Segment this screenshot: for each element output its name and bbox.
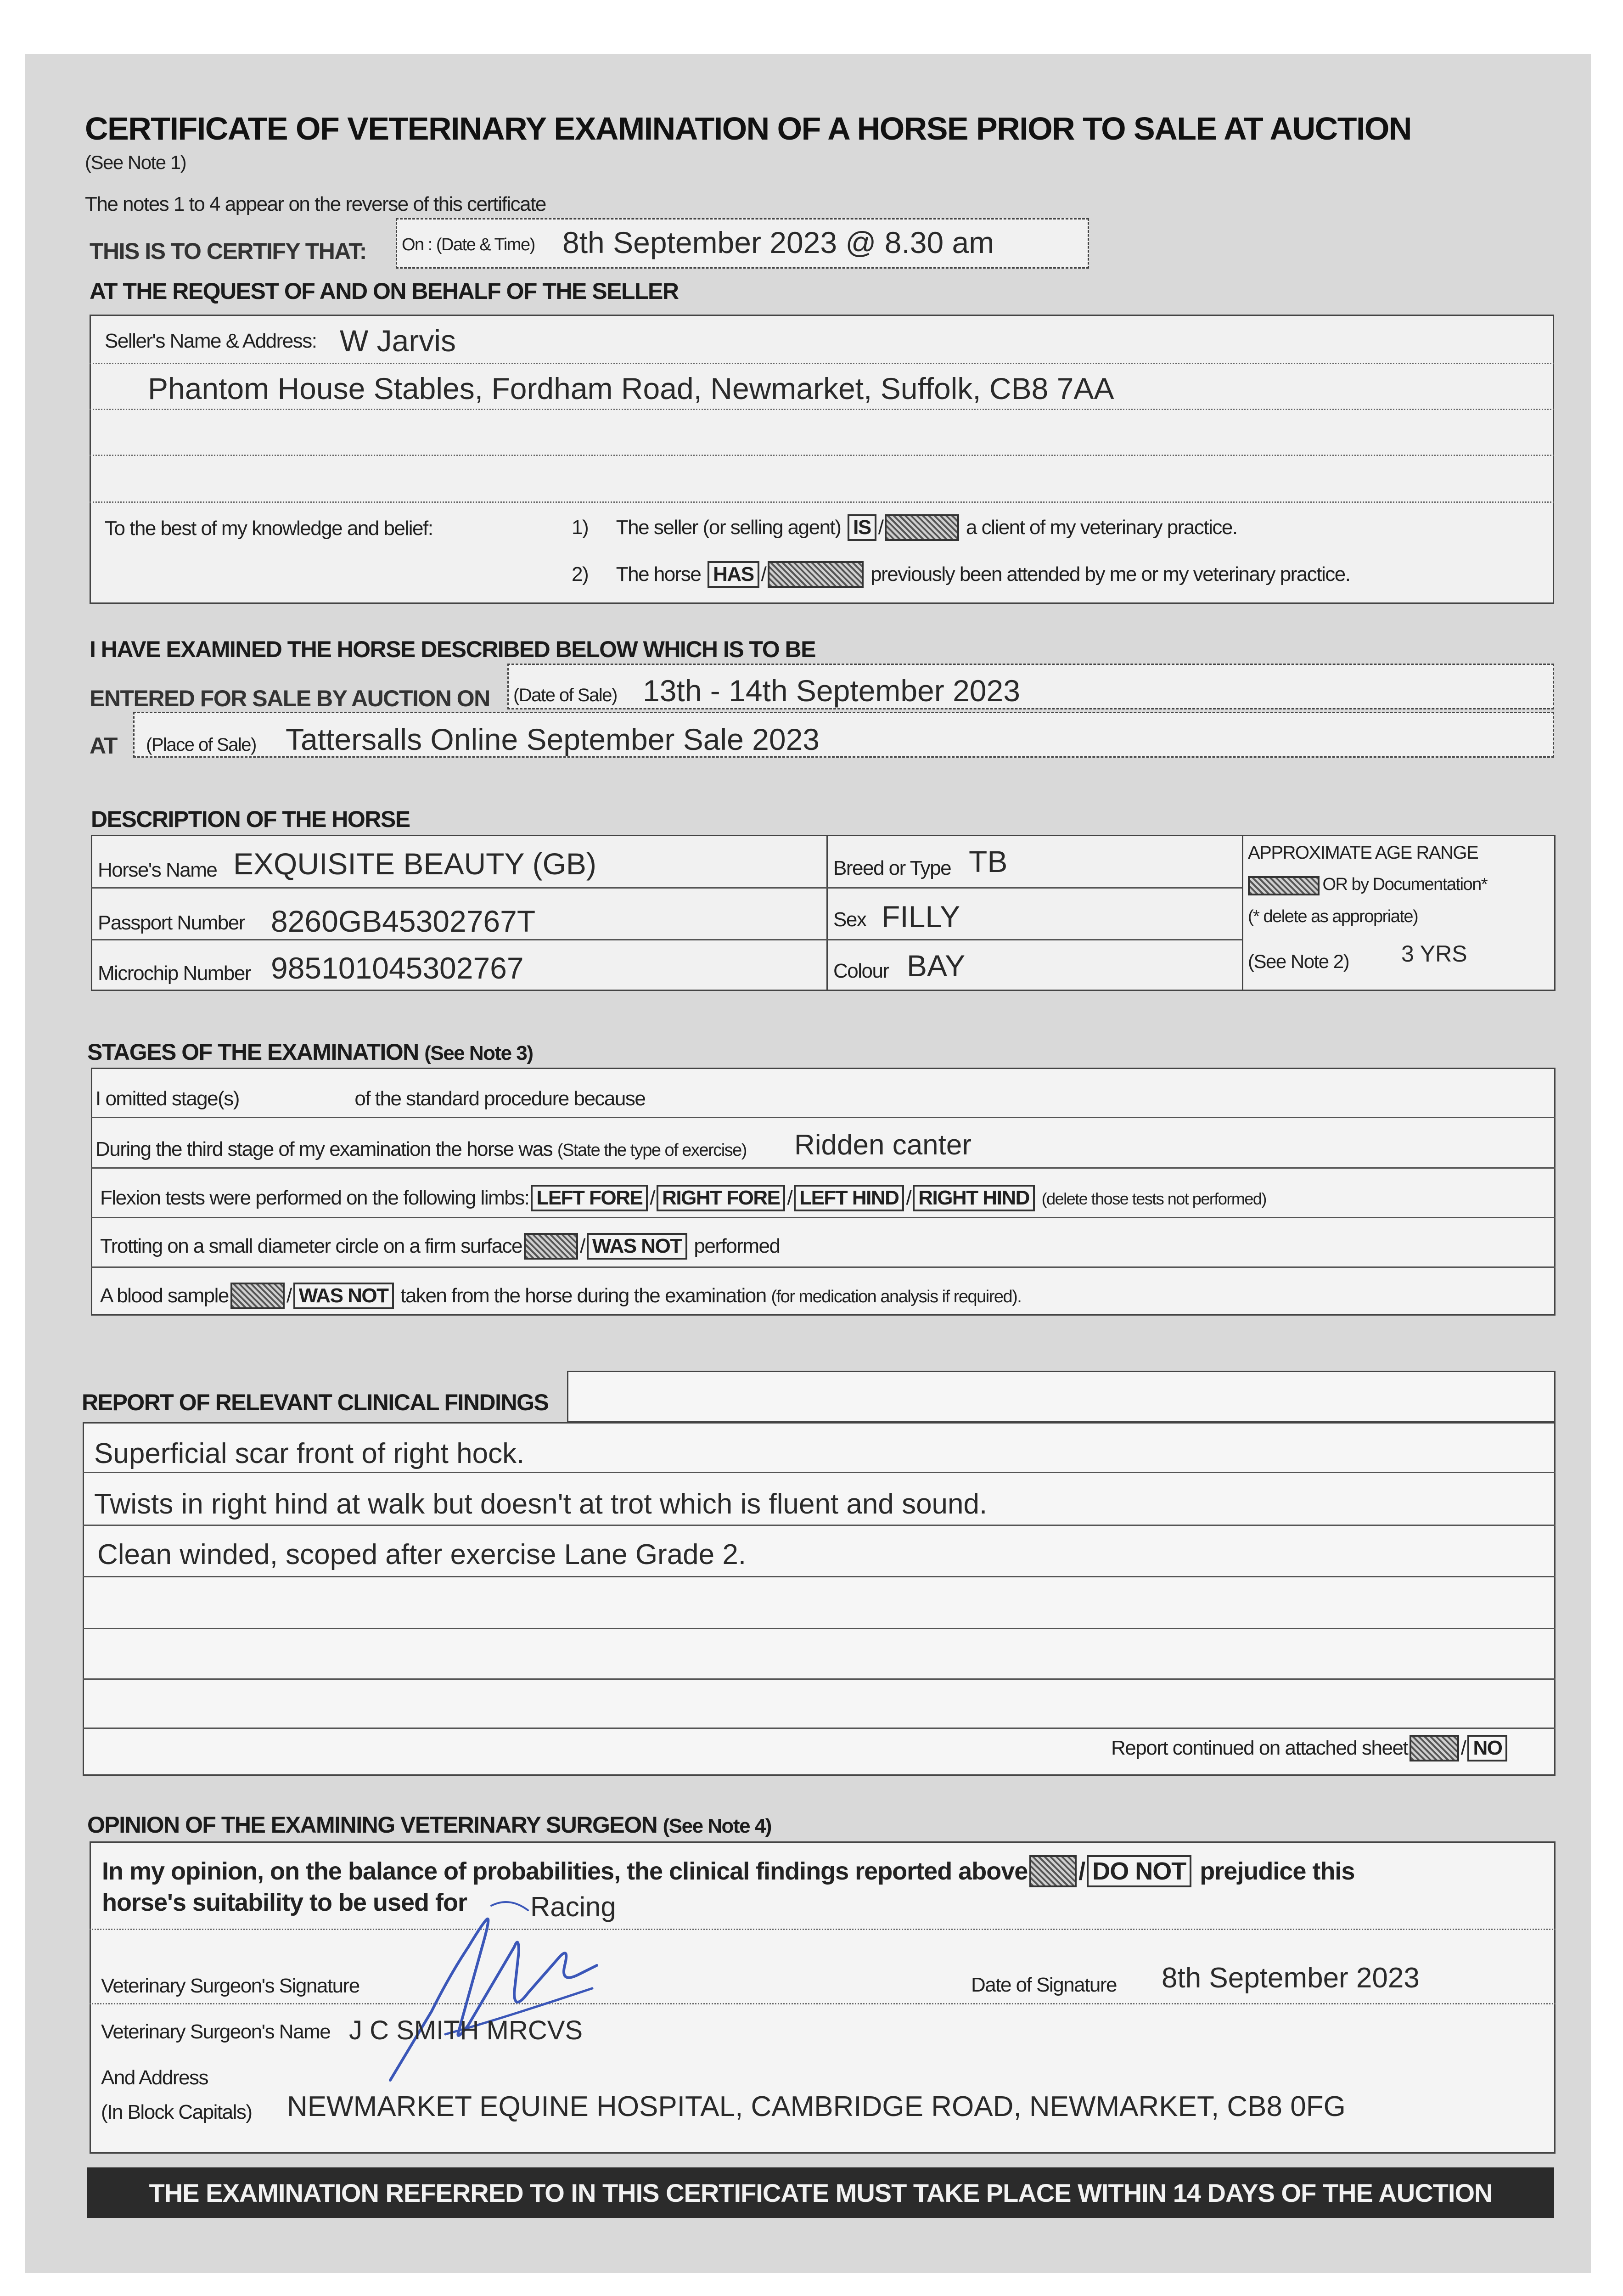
opinion-text: In my opinion, on the balance of probabilities, the clinical findings reported above / DO NOT prejudice this <box>102 1855 1354 1887</box>
age-see-note: (See Note 2) <box>1248 951 1349 972</box>
footer-banner <box>87 2167 1554 2218</box>
examined-heading: I HAVE EXAMINED THE HORSE DESCRIBED BELOW WHICH IS TO BE <box>90 636 815 662</box>
item1-number: 1) <box>572 516 589 539</box>
third-stage-label: During the third stage of my examination the horse was <box>95 1138 553 1160</box>
age-delete-note: (* delete as appropriate) <box>1248 907 1418 926</box>
opinion-do-struck[interactable] <box>1029 1855 1077 1887</box>
third-stage-value[interactable]: Ridden canter <box>794 1129 972 1161</box>
opinion-text-line2: horse's suitability to be used for <box>102 1889 467 1916</box>
age-value[interactable]: 3 YRS <box>1401 941 1467 967</box>
item1-tail: a client of my veterinary practice. <box>966 516 1237 539</box>
blood-was-struck[interactable] <box>230 1283 285 1309</box>
item2-text: The horse <box>616 563 701 585</box>
third-stage-hint: (State the type of exercise) <box>557 1141 747 1160</box>
horse-has-not-option-struck[interactable] <box>768 561 864 588</box>
age-heading: APPROXIMATE AGE RANGE <box>1248 843 1478 863</box>
seller-name[interactable]: W Jarvis <box>340 324 456 358</box>
notes-line: The notes 1 to 4 appear on the reverse of this certificate <box>85 193 546 215</box>
vet-address-value[interactable]: NEWMARKET EQUINE HOSPITAL, CAMBRIDGE ROAD, NEWMARKET, CB8 0FG <box>287 2091 1346 2122</box>
report-line-1[interactable]: Superficial scar front of right hock. <box>94 1438 525 1469</box>
seller-address[interactable]: Phantom House Stables, Fordham Road, Newmarket, Suffolk, CB8 7AA <box>148 371 1114 405</box>
report-heading: REPORT OF RELEVANT CLINICAL FINDINGS <box>82 1390 549 1415</box>
flexion-line: Flexion tests were performed on the following limbs: LEFT FORE / RIGHT FORE / LEFT HIND / RIGHT HIND (delete those tests not performed) <box>100 1185 1266 1211</box>
horse-has-option[interactable]: HAS <box>708 561 759 588</box>
report-line-2[interactable]: Twists in right hind at walk but doesn't at trot which is fluent and sound. <box>94 1488 988 1520</box>
microchip-label: Microchip Number <box>98 962 251 985</box>
trot-was-not[interactable]: WAS NOT <box>587 1233 687 1260</box>
passport-value[interactable]: 8260GB45302767T <box>271 904 536 938</box>
signature-label: Veterinary Surgeon's Signature <box>101 1975 359 1997</box>
seller-label: Seller's Name & Address: <box>105 330 317 352</box>
knowledge-intro: To the best of my knowledge and belief: <box>105 517 433 540</box>
horse-name-value[interactable]: EXQUISITE BEAUTY (GB) <box>233 847 596 881</box>
place-of-sale-label: (Place of Sale) <box>146 735 256 755</box>
seller-is-option[interactable]: IS <box>848 514 876 541</box>
blood-line: A blood sample / WAS NOT taken from the horse during the examination (for medication analysis if required). <box>100 1283 1021 1309</box>
trot-line: Trotting on a small diameter circle on a firm surface / WAS NOT performed <box>100 1233 780 1260</box>
place-of-sale-value: Tattersalls Online September Sale 2023 <box>286 722 820 756</box>
microchip-value[interactable]: 985101045302767 <box>271 951 524 985</box>
trot-was-struck[interactable] <box>524 1233 578 1260</box>
report-continued-no[interactable]: NO <box>1467 1735 1507 1761</box>
item1-text: The seller (or selling agent) <box>616 516 841 539</box>
opinion-text-start: In my opinion, on the balance of probabilities, the clinical findings reported above <box>102 1857 1028 1885</box>
date-time-label: On : (Date & Time) <box>402 235 535 254</box>
report-box <box>83 1422 1556 1776</box>
description-heading: DESCRIPTION OF THE HORSE <box>91 806 410 832</box>
flexion-left-hind[interactable]: LEFT HIND <box>794 1185 904 1211</box>
opinion-text-end: prejudice this <box>1200 1857 1355 1885</box>
opinion-heading: OPINION OF THE EXAMINING VETERINARY SURGEON (See Note 4) <box>87 1812 771 1838</box>
vet-name-label: Veterinary Surgeon's Name <box>101 2020 331 2043</box>
blood-note: (for medication analysis if required). <box>771 1287 1022 1306</box>
report-continued-yes-struck[interactable] <box>1410 1735 1459 1761</box>
date-of-signature-value[interactable]: 8th September 2023 <box>1162 1962 1420 1994</box>
vet-name-value[interactable]: J C SMITH MRCVS <box>349 2015 583 2045</box>
date-time-value: 8th September 2023 @ 8.30 am <box>562 225 994 259</box>
colour-value[interactable]: BAY <box>907 949 966 983</box>
sex-value[interactable]: FILLY <box>882 900 960 934</box>
stages-heading: STAGES OF THE EXAMINATION (See Note 3) <box>87 1039 533 1065</box>
vet-name-line <box>101 2020 330 2043</box>
see-note-1: (See Note 1) <box>85 152 186 173</box>
report-line-3[interactable]: Clean winded, scoped after exercise Lane Grade 2. <box>97 1539 747 1570</box>
suitability-use-value[interactable]: Racing <box>530 1891 616 1922</box>
omitted-reason-label: of the standard procedure because <box>354 1087 646 1110</box>
seller-is-not-option-struck[interactable] <box>885 514 959 541</box>
date-of-signature-label: Date of Signature <box>971 1974 1117 1996</box>
opinion-do-not[interactable]: DO NOT <box>1087 1855 1191 1887</box>
at-label: AT <box>90 733 117 759</box>
age-documentation: OR by Documentation* <box>1322 875 1488 894</box>
trot-label: Trotting on a small diameter circle on a firm surface <box>100 1235 522 1257</box>
date-of-sale-value: 13th - 14th September 2023 <box>643 674 1020 708</box>
date-of-sale-label: (Date of Sale) <box>513 685 617 705</box>
address-label-2: (In Block Capitals) <box>101 2101 252 2123</box>
age-options <box>1248 875 1487 895</box>
request-heading: AT THE REQUEST OF AND ON BEHALF OF THE SELLER <box>90 278 679 304</box>
sex-label: Sex <box>833 908 866 931</box>
blood-was-not[interactable]: WAS NOT <box>293 1283 394 1309</box>
report-heading-box <box>567 1371 1556 1422</box>
certify-label: THIS IS TO CERTIFY THAT: <box>90 238 366 264</box>
knowledge-item1: 1) The seller (or selling agent) IS / a client of my veterinary practice. <box>572 514 1237 541</box>
horse-name-label: Horse's Name <box>98 859 217 881</box>
entered-label: ENTERED FOR SALE BY AUCTION ON <box>90 686 490 711</box>
knowledge-item2: 2) The horse HAS / previously been attended by me or my veterinary practice. <box>572 561 1350 588</box>
flexion-right-hind[interactable]: RIGHT HIND <box>913 1185 1035 1211</box>
passport-label: Passport Number <box>98 912 245 934</box>
omitted-stage-label: I omitted stage(s) <box>95 1087 239 1110</box>
item2-number: 2) <box>572 563 589 585</box>
age-dentition-struck[interactable] <box>1248 876 1320 895</box>
omitted-line <box>95 1087 645 1110</box>
flexion-left-fore[interactable]: LEFT FORE <box>531 1185 648 1211</box>
certificate-title: CERTIFICATE OF VETERINARY EXAMINATION OF A HORSE PRIOR TO SALE AT AUCTION <box>85 111 1411 146</box>
flexion-note: (delete those tests not performed) <box>1041 1189 1266 1208</box>
report-continued-label: Report continued on attached sheet <box>1111 1737 1408 1759</box>
third-stage-line <box>95 1138 747 1161</box>
address-label-1: And Address <box>101 2066 208 2089</box>
flexion-label: Flexion tests were performed on the following limbs: <box>100 1187 529 1209</box>
blood-tail: taken from the horse during the examination <box>400 1284 766 1307</box>
item2-tail: previously been attended by me or my veterinary practice. <box>870 563 1350 585</box>
breed-label: Breed or Type <box>833 857 951 879</box>
colour-label: Colour <box>833 960 889 982</box>
trot-tail: performed <box>694 1235 780 1257</box>
vet-signature <box>376 1892 606 2085</box>
seller-box <box>90 315 1554 604</box>
blood-label: A blood sample <box>100 1284 229 1307</box>
flexion-right-fore[interactable]: RIGHT FORE <box>657 1185 785 1211</box>
report-continued: Report continued on attached sheet / NO <box>1111 1735 1509 1761</box>
footer-banner-text: THE EXAMINATION REFERRED TO IN THIS CERTIFICATE MUST TAKE PLACE WITHIN 14 DAYS OF THE AUCTION <box>149 2178 1493 2207</box>
breed-value[interactable]: TB <box>969 844 1008 878</box>
